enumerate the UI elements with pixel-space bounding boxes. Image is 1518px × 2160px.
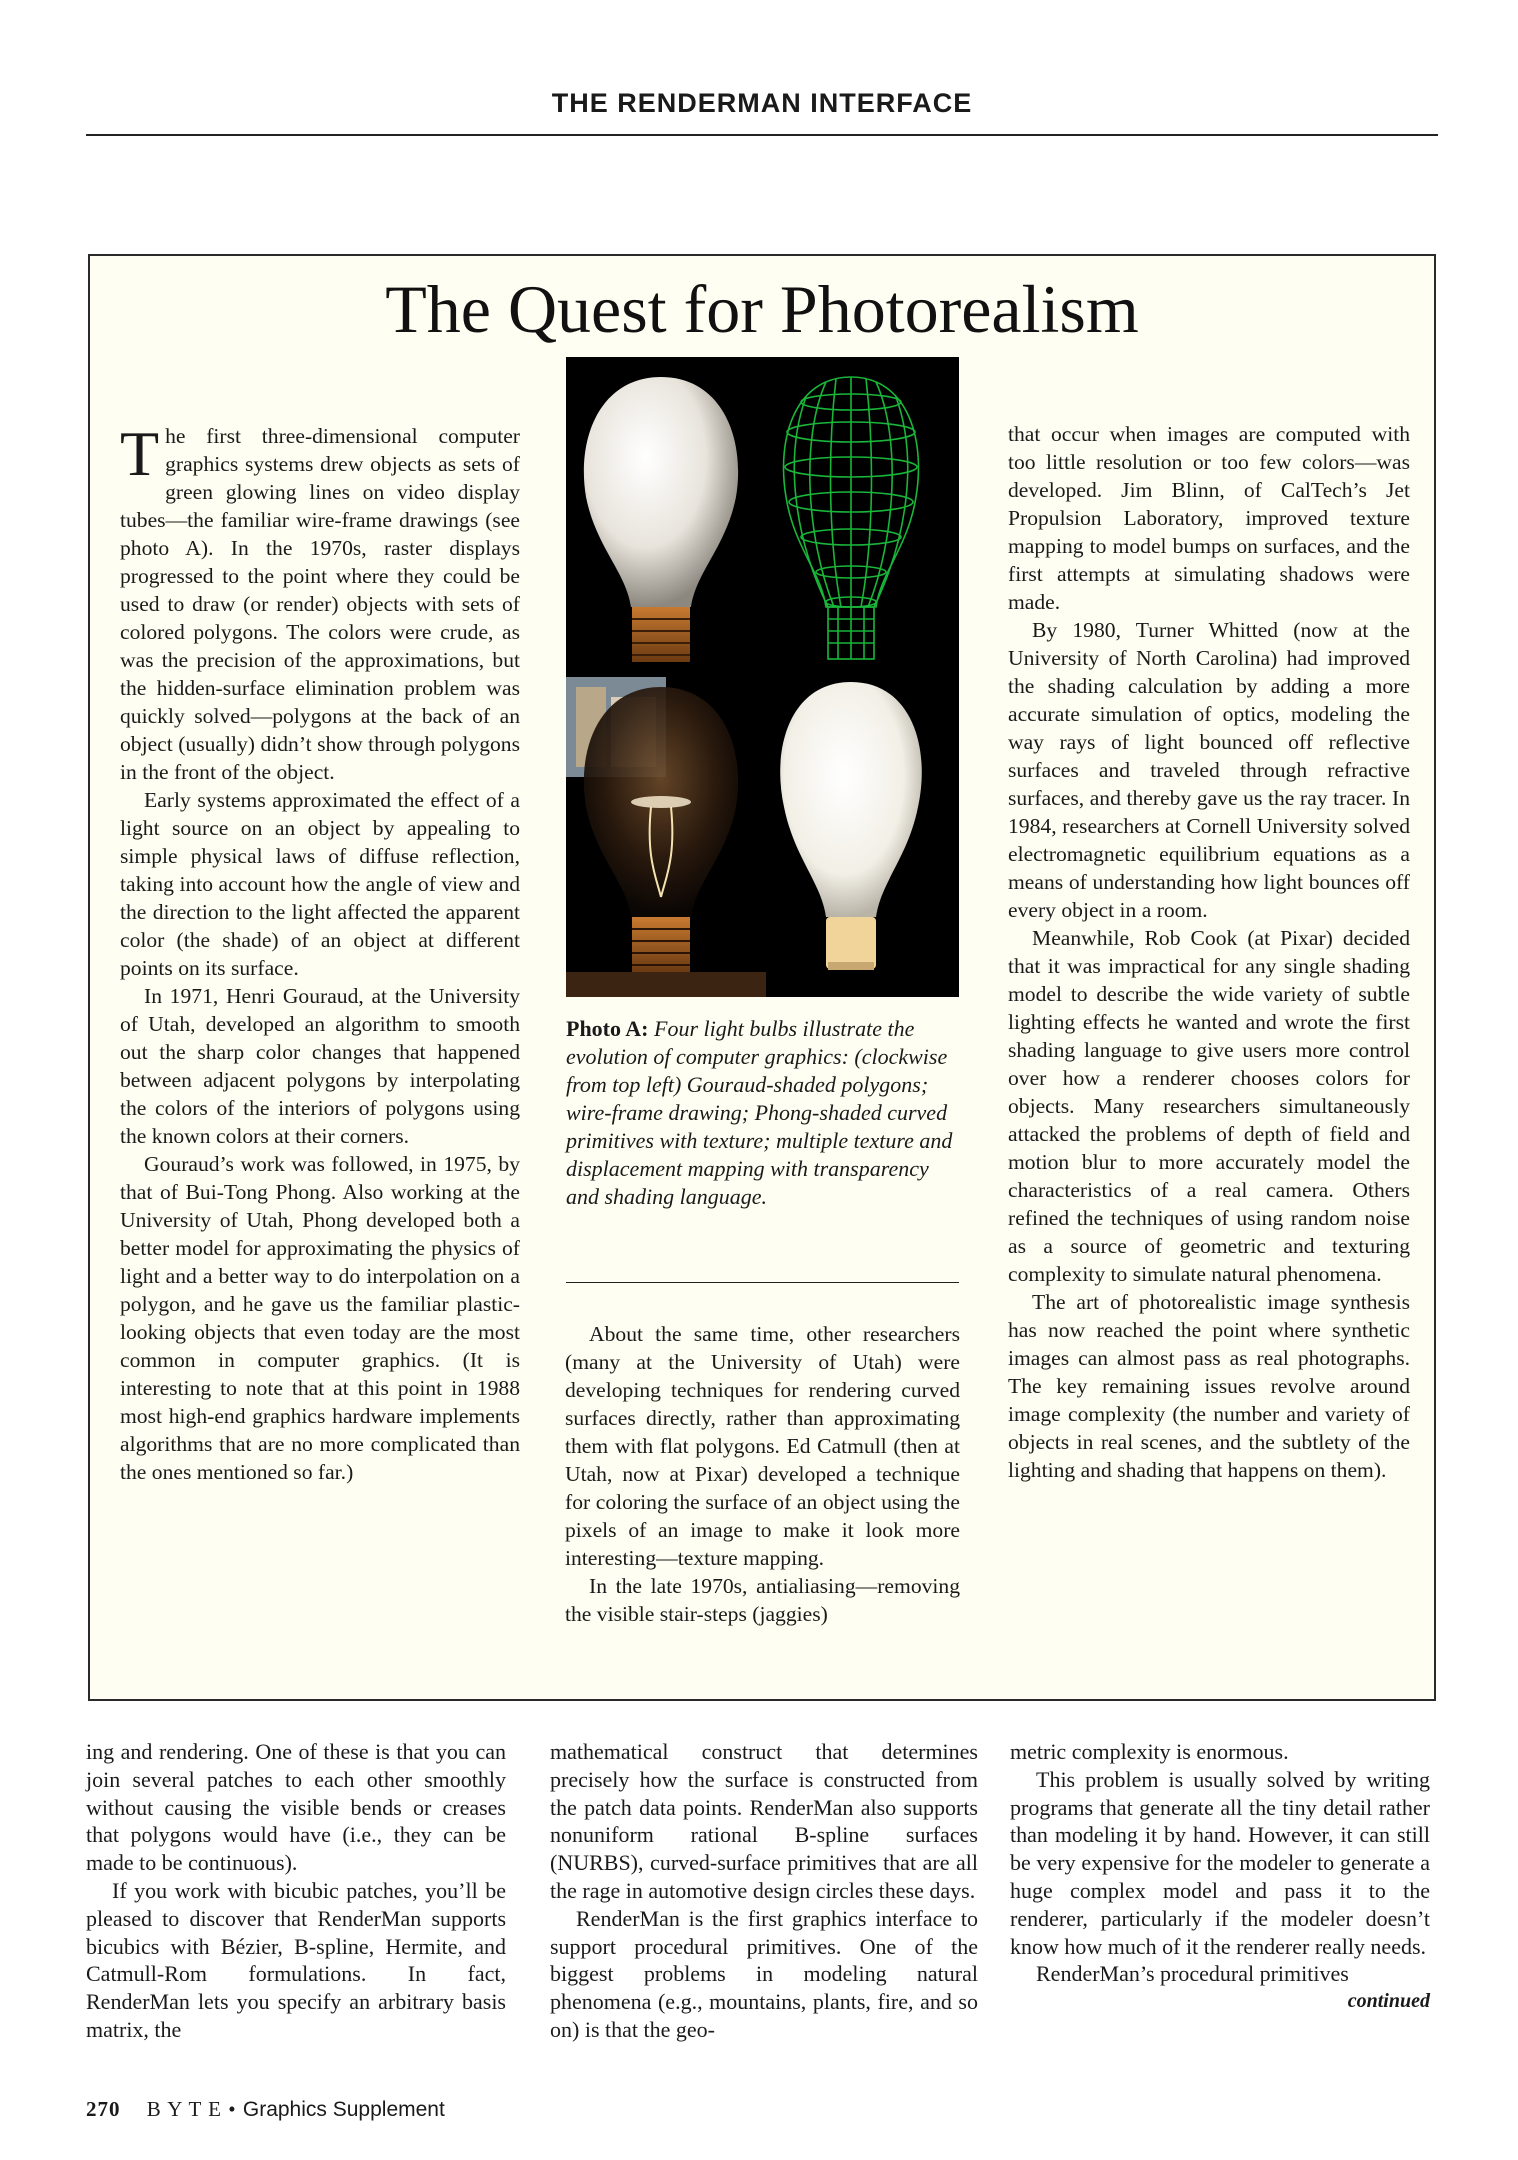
paragraph: The art of photorealistic image synthesis has now reached the point where synthetic images can almost pass as real photographs. The key remaining issues revolve around image complexity (the number and variety of objects in real scenes, and the subtlety of the lighting and shading that happens on them). — [1008, 1290, 1410, 1482]
paragraph: The first three-dimensional computer graphics systems drew objects as sets of green glowing lines on video display tubes—the familiar wire-frame drawings (see photo A). In the 1970s, raster displays progressed to the point where they could be used to draw (or render) objects with sets of colored polygons. The colors were crude, as was the precision of the approximations, but the hidden-surface elimination problem was quickly solved—polygons at the back of an object (usually) didn’t show through polygons in the front of the object. — [120, 418, 520, 784]
paragraph: By 1980, Turner Whitted (now at the University of North Carolina) had improved the shading calculation by adding a more accurate simulation of optics, modeling the way rays of light bounced off reflective surfaces and traveled through refractive surfaces, and thereby gave us the ray tracer. In 1984, researchers at Cornell University solved electromagnetic equilibrium equations as a means of understanding how light bounces off every object in a room. — [1008, 618, 1410, 922]
paragraph: If you work with bicubic patches, you’ll be pleased to discover that RenderMan supports bicubics with Bézier, B-spline, Hermite, and Catmull-Rom formulations. In fact, RenderMan lets you specify an arbitrary basis matrix, the — [86, 1877, 506, 2042]
paragraph: About the same time, other researchers (many at the University of Utah) were developing techniques for rendering curved surfaces directly, rather than approximating them with flat polygons. Ed Catmull (then at Utah, now at Pixar) developed a technique for coloring the surface of an object using the pixels of an image to make it look more interesting—texture mapping. — [565, 1322, 960, 1570]
page-number: 270 — [86, 2097, 121, 2121]
caption-rule — [566, 1282, 959, 1283]
photo-a-light-bulbs — [566, 357, 959, 997]
magazine-name: B Y T E — [146, 2097, 223, 2121]
header-rule — [86, 134, 1438, 136]
drop-cap: T — [120, 418, 160, 489]
continued-note: continued — [1347, 1990, 1430, 2013]
paragraph: that occur when images are computed with too little resolution or too few colors—was developed. Jim Blinn, of CalTech’s Jet Propulsion Laboratory, improved texture mapping to model bumps on surfaces, and the first attempts at simulating shadows were made. — [1008, 422, 1410, 614]
right-column — [1008, 420, 1410, 1484]
photo-caption — [566, 1015, 959, 1211]
paragraph: Gouraud’s work was followed, in 1975, by that of Bui-Tong Phong. Also working at the University of Utah, Phong developed both a better model for approximating the physics of light and a better way to do interpolation on a polygon, and he gave us the familiar plastic-looking objects that even today are the most common in computer graphics. (It is interesting to note that at this point in 1988 most high-end graphics hardware implements algorithms that are no more complicated than the ones mentioned so far.) — [120, 1152, 520, 1484]
sidebar-title: The Quest for Photorealism — [385, 271, 1139, 347]
caption-label: Photo A: — [566, 1016, 649, 1041]
paragraph: mathematical construct that determines precisely how the surface is constructed from the patch data points. RenderMan also supports nonuniform rational B-spline surfaces (NURBS), curved-surface primitives that are all the rage in automotive design circles these days. — [550, 1739, 978, 1903]
caption-text: Four light bulbs illustrate the evolution of computer graphics: (clockwise from top left) Gouraud-shaded polygons; wire-frame drawing; Phong-shaded curved primitives with texture; multiple texture and displacement mapping with transparency and shading language. — [566, 1016, 953, 1209]
paragraph: In 1971, Henri Gouraud, at the University of Utah, developed an algorithm to smooth out the sharp color changes that happened between adjacent polygons by interpolating the colors of the interiors of polygons using the known colors at their corners. — [120, 984, 520, 1148]
body-column-1 — [86, 1738, 506, 2044]
page-footer — [86, 2097, 445, 2122]
paragraph: This problem is usually solved by writing programs that generate all the tiny detail rather than modeling it by hand. However, it can still be very expensive for the modeler to generate a huge complex model and pass it to the renderer, particularly if the modeler doesn’t know how much of it the renderer really needs. — [1010, 1766, 1430, 1959]
paragraph: In the late 1970s, antialiasing—removing the visible stair-steps (jaggies) — [565, 1574, 960, 1626]
page-header: THE RENDERMAN INTERFACE — [551, 88, 973, 118]
paragraph: metric complexity is enormous. — [1010, 1739, 1289, 1764]
left-column — [120, 418, 520, 1486]
paragraph: RenderMan’s procedural primitives — [1036, 1961, 1349, 1987]
paragraph: ing and rendering. One of these is that you can join several patches to each other smoothly without causing the visible bends or creases that polygons would have (i.e., they can be made to be continuous). — [86, 1739, 506, 1876]
paragraph: Meanwhile, Rob Cook (at Pixar) decided that it was impractical for any single shading model to describe the wide variety of subtle lighting effects he wanted and wrote the first shading language to give users more control over how a renderer chooses colors for objects. Many researchers simultaneously attacked the problems of depth of field and motion blur to more accurately model the characteristics of a real camera. Others refined the techniques of using random noise as a source of geometric and texturing complexity to simulate natural phenomena. — [1008, 926, 1410, 1286]
section-name: Graphics Supplement — [242, 2098, 445, 2121]
paragraph: Early systems approximated the effect of a light source on an object by appealing to simple physical laws of diffuse reflection, taking into account how the angle of view and the direction to the light affected the apparent color (the shade) of an object at different points on its surface. — [120, 788, 520, 980]
body-column-2 — [550, 1738, 978, 2044]
body-column-3 — [1010, 1738, 1430, 2016]
middle-column — [565, 1320, 960, 1628]
paragraph: RenderMan is the first graphics interface to support procedural primitives. One of the biggest problems in modeling natural phenomena (e.g., mountains, plants, fire, and so on) is that the geo- — [550, 1905, 978, 2042]
footer-bullet: • — [228, 2097, 237, 2121]
light-bulbs-illustration — [566, 357, 959, 997]
